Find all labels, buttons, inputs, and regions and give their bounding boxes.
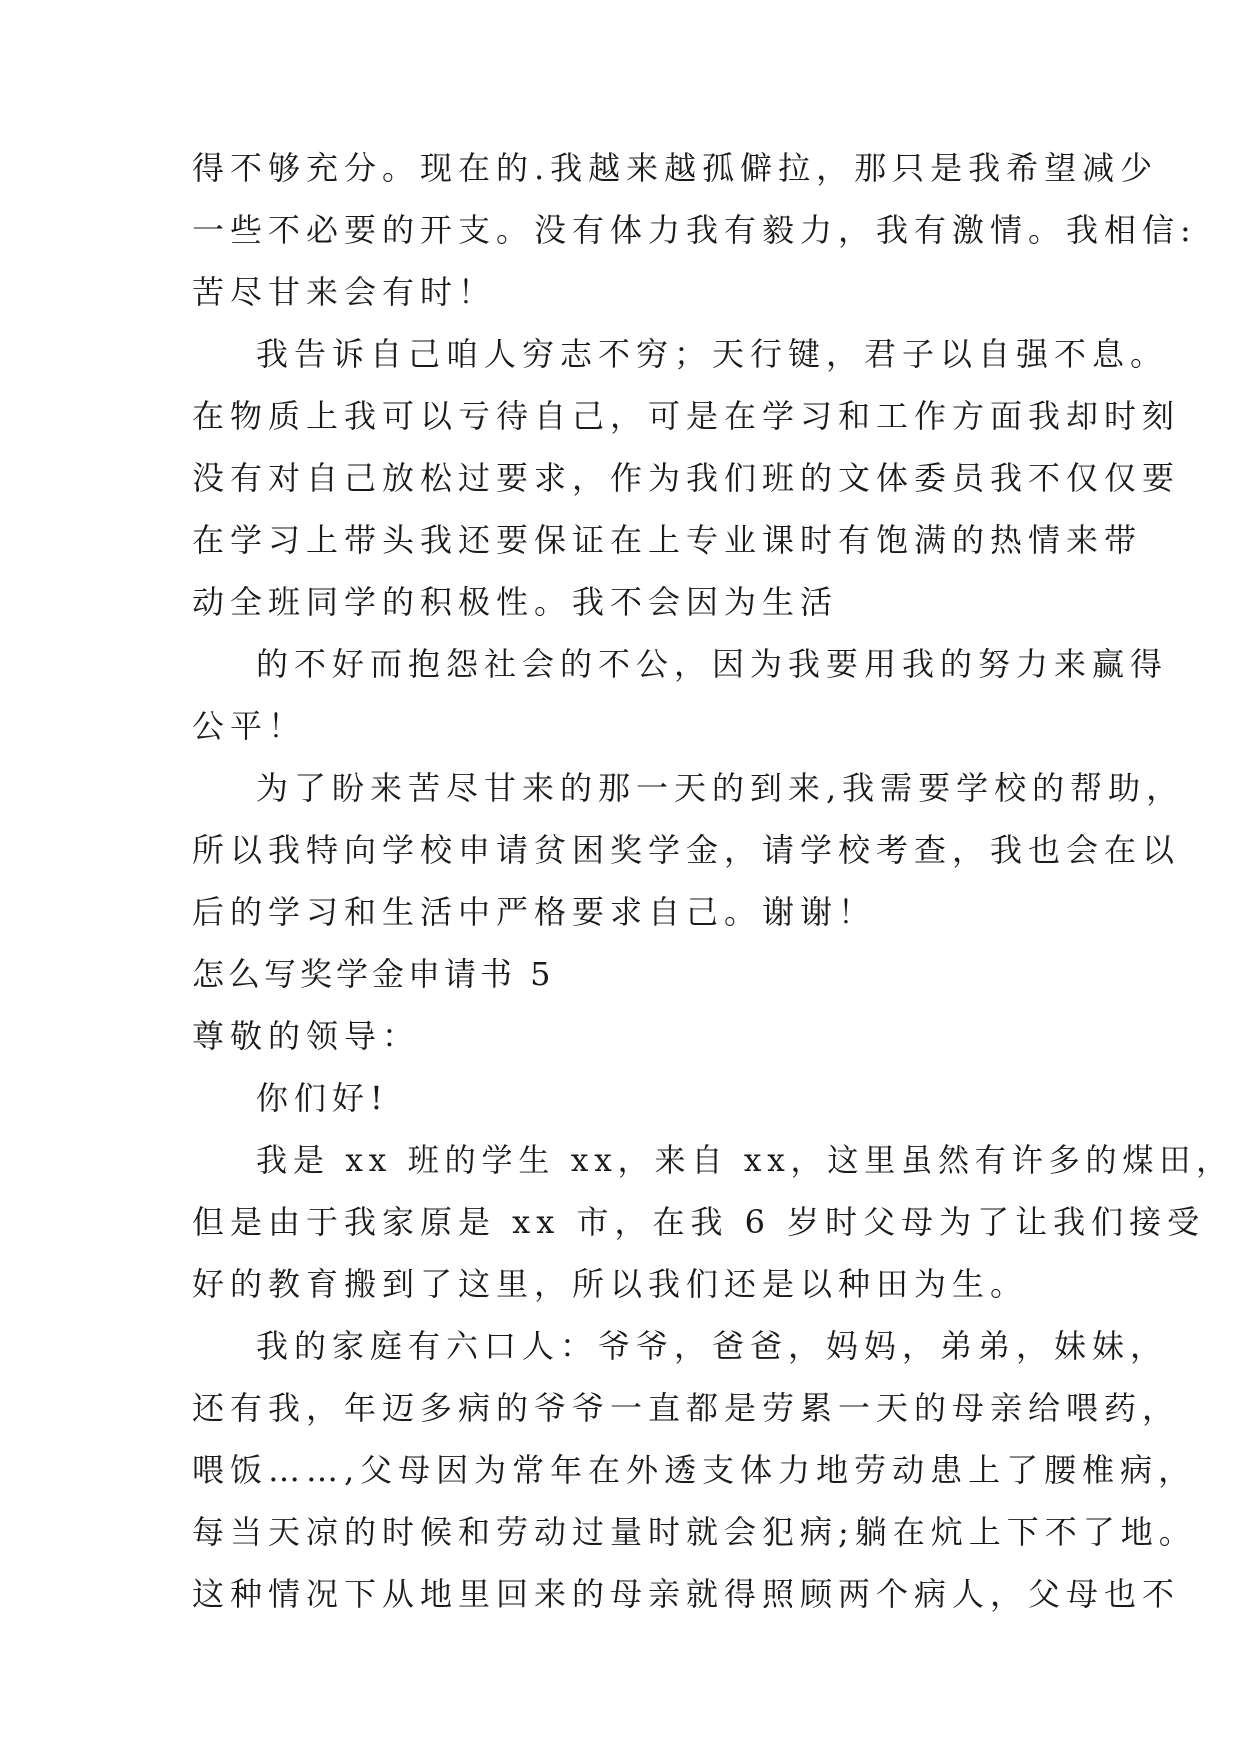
salutation: 尊敬的领导： xyxy=(192,1017,421,1055)
text-line: 但是由于我家原是 xx 市，在我 6 岁时父母为了让我们接受 xyxy=(192,1203,1206,1241)
text-line: 每当天凉的时候和劳动过量时就会犯病;躺在炕上下不了地。 xyxy=(192,1513,1197,1551)
text-line: 在物质上我可以亏待自己，可是在学习和工作方面我却时刻 xyxy=(192,397,1181,435)
text-line: 这种情况下从地里回来的母亲就得照顾两个病人，父母也不 xyxy=(192,1575,1181,1613)
greeting: 你们好! xyxy=(256,1079,389,1117)
text-line: 喂饭……,父母因为常年在外透支体力地劳动患上了腰椎病， xyxy=(192,1451,1197,1489)
text-line: 的不好而抱怨社会的不公，因为我要用我的努力来赢得 xyxy=(256,645,1169,683)
text-line: 没有对自己放松过要求，作为我们班的文体委员我不仅仅要 xyxy=(192,459,1181,497)
text-line: 我告诉自己咱人穷志不穷；天行键，君子以自强不息。 xyxy=(256,335,1169,373)
text-line: 为了盼来苦尽甘来的那一天的到来,我需要学校的帮助， xyxy=(256,769,1185,807)
text-line: 我的家庭有六口人：爷爷，爸爸，妈妈，弟弟，妹妹， xyxy=(256,1327,1169,1365)
text-line: 好的教育搬到了这里，所以我们还是以种田为生。 xyxy=(192,1265,1029,1303)
text-line: 动全班同学的积极性。我不会因为生活 xyxy=(192,583,839,621)
text-line: 公平！ xyxy=(192,707,307,745)
text-line: 我是 xx 班的学生 xx，来自 xx，这里虽然有许多的煤田， xyxy=(256,1141,1233,1179)
section-heading: 怎么写奖学金申请书 5 xyxy=(192,955,555,993)
text-line: 苦尽甘来会有时！ xyxy=(192,273,497,311)
text-line: 在学习上带头我还要保证在上专业课时有饱满的热情来带 xyxy=(192,521,1143,559)
text-line: 所以我特向学校申请贫困奖学金，请学校考查，我也会在以 xyxy=(192,831,1181,869)
text-line: 后的学习和生活中严格要求自己。谢谢！ xyxy=(192,893,877,931)
text-line: 得不够充分。现在的.我越来越孤僻拉，那只是我希望减少 xyxy=(192,149,1159,187)
text-line: 还有我，年迈多病的爷爷一直都是劳累一天的母亲给喂药， xyxy=(192,1389,1181,1427)
text-line: 一些不必要的开支。没有体力我有毅力，我有激情。我相信: xyxy=(192,211,1197,249)
